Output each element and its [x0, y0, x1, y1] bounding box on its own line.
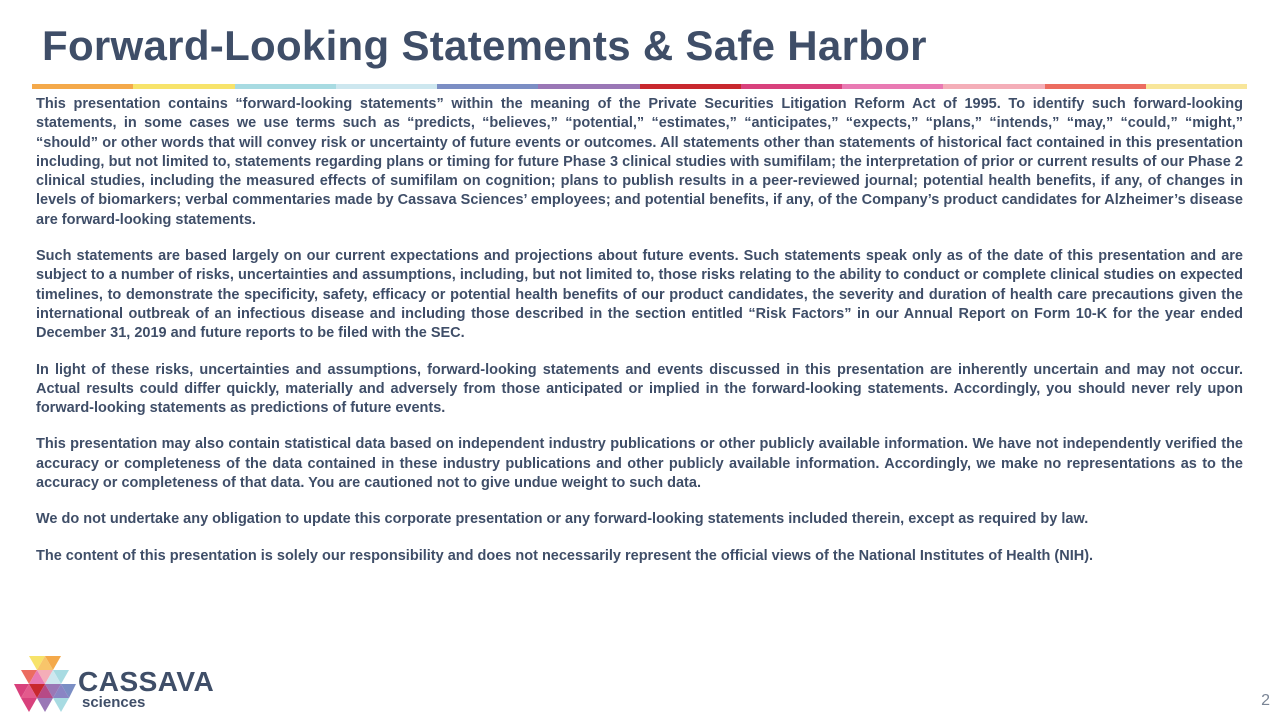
- triangle-mosaic-icon: [14, 656, 76, 714]
- stripe-segment: [842, 84, 943, 89]
- paragraph-expectations: Such statements are based largely on our current expectations and projections about future events. Such statements speak only as of the date of this presentation and are subject to a number of risks, uncertainties and assumptions, including, but not limited to, those risks relating to the ability to conduct or complete clinical studies on expected timelines, to demonstrate the specificity, safety, efficacy or potential health benefits of our product candidates, the severity and duration of health care precautions given the international outbreak of an infectious disease and including those described in the section entitled “Risk Factors” in our Annual Report on Form 10-K for the year ended December 31, 2019 and future reports to be filed with the SEC.: [36, 248, 1243, 342]
- stripe-segment: [235, 84, 336, 89]
- stripe-segment: [640, 84, 741, 89]
- page-title: Forward-Looking Statements & Safe Harbor: [42, 22, 927, 69]
- stripe-segment: [437, 84, 538, 89]
- stripe-segment: [943, 84, 1044, 89]
- stripe-segment: [1146, 84, 1247, 89]
- page-number: 2: [1261, 692, 1270, 709]
- stripe-segment: [32, 84, 133, 89]
- paragraph-risks: In light of these risks, uncertainties and assumptions, forward-looking statements and events discussed in this presentation are inherently uncertain and may not occur. Actual results could differ quickly, materially and adversely from those anticipated or implied in the forward-looking statements. Accordingly, you should never rely upon forward-looking statements as predictions of future events.: [36, 361, 1243, 417]
- stripe-segment: [133, 84, 234, 89]
- color-stripe: [32, 84, 1247, 89]
- paragraph-no-obligation: We do not undertake any obligation to update this corporate presentation or any forward-looking statements included therein, except as required by law.: [36, 511, 1089, 528]
- paragraph-statistical-data: This presentation may also contain statistical data based on independent industry publications or other publicly available information. We have not independently verified the accuracy or completeness of the data contained in these industry publications and other publicly available information. Accordingly, we make no representations as to the accuracy or completeness of that data. You are cautioned not to give undue weight to such data.: [36, 436, 1243, 492]
- logo-subtitle: sciences: [82, 694, 146, 711]
- stripe-segment: [1045, 84, 1146, 89]
- paragraph-nih: The content of this presentation is solely our responsibility and does not necessarily represent the official views of the National Institutes of Health (NIH).: [36, 547, 1094, 564]
- paragraph-forward-looking: This presentation contains “forward-looking statements” within the meaning of the Private Securities Litigation Reform Act of 1995. To identify such forward-looking statements, in some cases we use terms such as “predicts, “believes,” “potential,” “estimates,” “anticipates,” “expects,” “plans,” “intends,” “may,” “could,” “might,” “should” or other words that will convey risk or uncertainty of future events or outcomes. All statements other than statements of historical fact contained in this presentation including, but not limited to, statements regarding plans or timing for future Phase 3 clinical studies with sumifilam; the interpretation of prior or current results of our Phase 2 clinical studies, including the measured effects of sumifilam on cognition; plans to publish results in a peer-reviewed journal; potential health benefits, if any, of changes in levels of biomarkers; verbal commentaries made by Cassava Sciences’ employees; and potential benefits, if any, of the Company’s product candidates for Alzheimer’s disease are forward-looking statements.: [36, 96, 1243, 228]
- disclaimer-body: [36, 95, 1243, 583]
- stripe-segment: [336, 84, 437, 89]
- logo-wordmark: CASSAVA: [78, 666, 215, 697]
- stripe-segment: [741, 84, 842, 89]
- stripe-segment: [538, 84, 639, 89]
- company-logo: [14, 654, 229, 714]
